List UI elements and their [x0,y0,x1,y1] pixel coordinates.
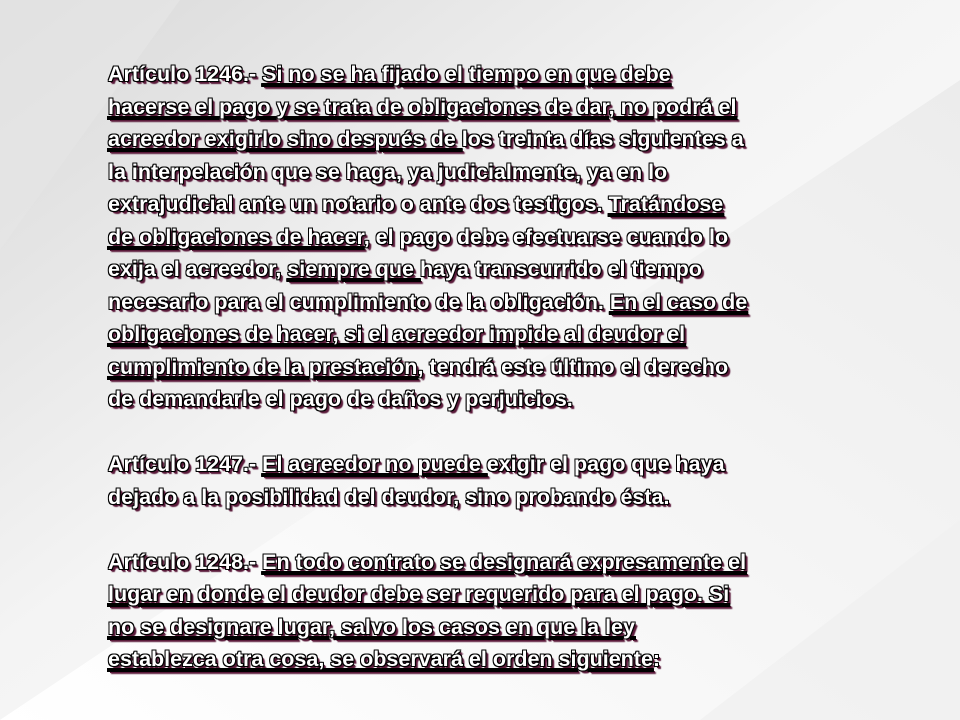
underlined-text-segment: obligaciones de hacer, si el acreedor impide al deudor el [108,322,686,346]
underlined-text-segment: de obligaciones de hacer [108,224,364,249]
underlined-text-segment: cumplimiento de la prestación [108,354,418,379]
underlined-text-segment: El acreedor no puede [262,452,487,476]
text-segment: la interpelación que se haga, ya judicialmente, ya en lo [108,159,668,184]
underlined-text-segment: Tratándose [608,192,724,216]
text-segment: dejado a la posibilidad del deudor, sino probando ésta. [108,484,670,509]
text-segment: , el pago debe efectuarse cuando lo [363,224,729,249]
text-segment: los treinta días siguientes a [461,127,744,151]
article-paragraph [108,546,908,676]
text-segment: Artículo 1248.- [108,549,263,574]
underlined-text-segment: hacerse el pago y se trata de obligaciones de dar, no podrá el [108,94,737,119]
text-segment: de demandarle el pago de daños y perjuicios. [108,387,573,411]
text-segment: : [652,647,661,671]
underlined-text-segment: Si no se ha fijado el tiempo en que debe [262,62,671,86]
underlined-text-segment: establezca otra cosa, se observará el orden siguiente [108,647,653,671]
text-line [108,156,908,189]
underlined-text-segment: En el caso de [609,289,748,314]
text-segment: exija el acreedor, [108,257,288,281]
text-line [108,58,908,91]
text-line [108,91,908,124]
text-line [108,351,908,384]
text-line [108,188,908,221]
text-line [108,546,908,579]
text-segment: necesario para el cumplimiento de la obligación. [108,289,610,314]
text-line [108,383,908,416]
text-segment: haya transcurrido el tiempo [419,257,702,281]
text-line [108,448,908,481]
text-line [108,643,908,676]
underlined-text-segment: lugar en donde el deudor debe ser requerido para el pago. Si [108,582,730,606]
text-segment: Artículo 1246.- [108,62,263,86]
text-line [108,253,908,286]
text-line [108,221,908,254]
underlined-text-segment: acreedor exigirlo sino después de [108,127,462,151]
text-line [108,286,908,319]
text-segment: Artículo 1247.- [108,452,263,476]
text-line [108,318,908,351]
text-segment: extrajudicial ante un notario o ante dos testigos. [108,192,609,216]
text-segment: exigir el pago que haya [486,452,725,476]
text-line [108,611,908,644]
text-line [108,481,908,514]
text-segment: , tendrá este último el derecho [417,354,729,379]
underlined-text-segment: no se designare lugar, salvo los casos en que la ley [108,614,635,639]
underlined-text-segment: siempre que [287,257,420,281]
article-paragraph [108,58,908,416]
text-line [108,123,908,156]
slide-text-body [108,58,908,676]
text-line [108,578,908,611]
underlined-text-segment: En todo contrato se designará expresamente el [262,549,747,574]
article-paragraph [108,448,908,513]
